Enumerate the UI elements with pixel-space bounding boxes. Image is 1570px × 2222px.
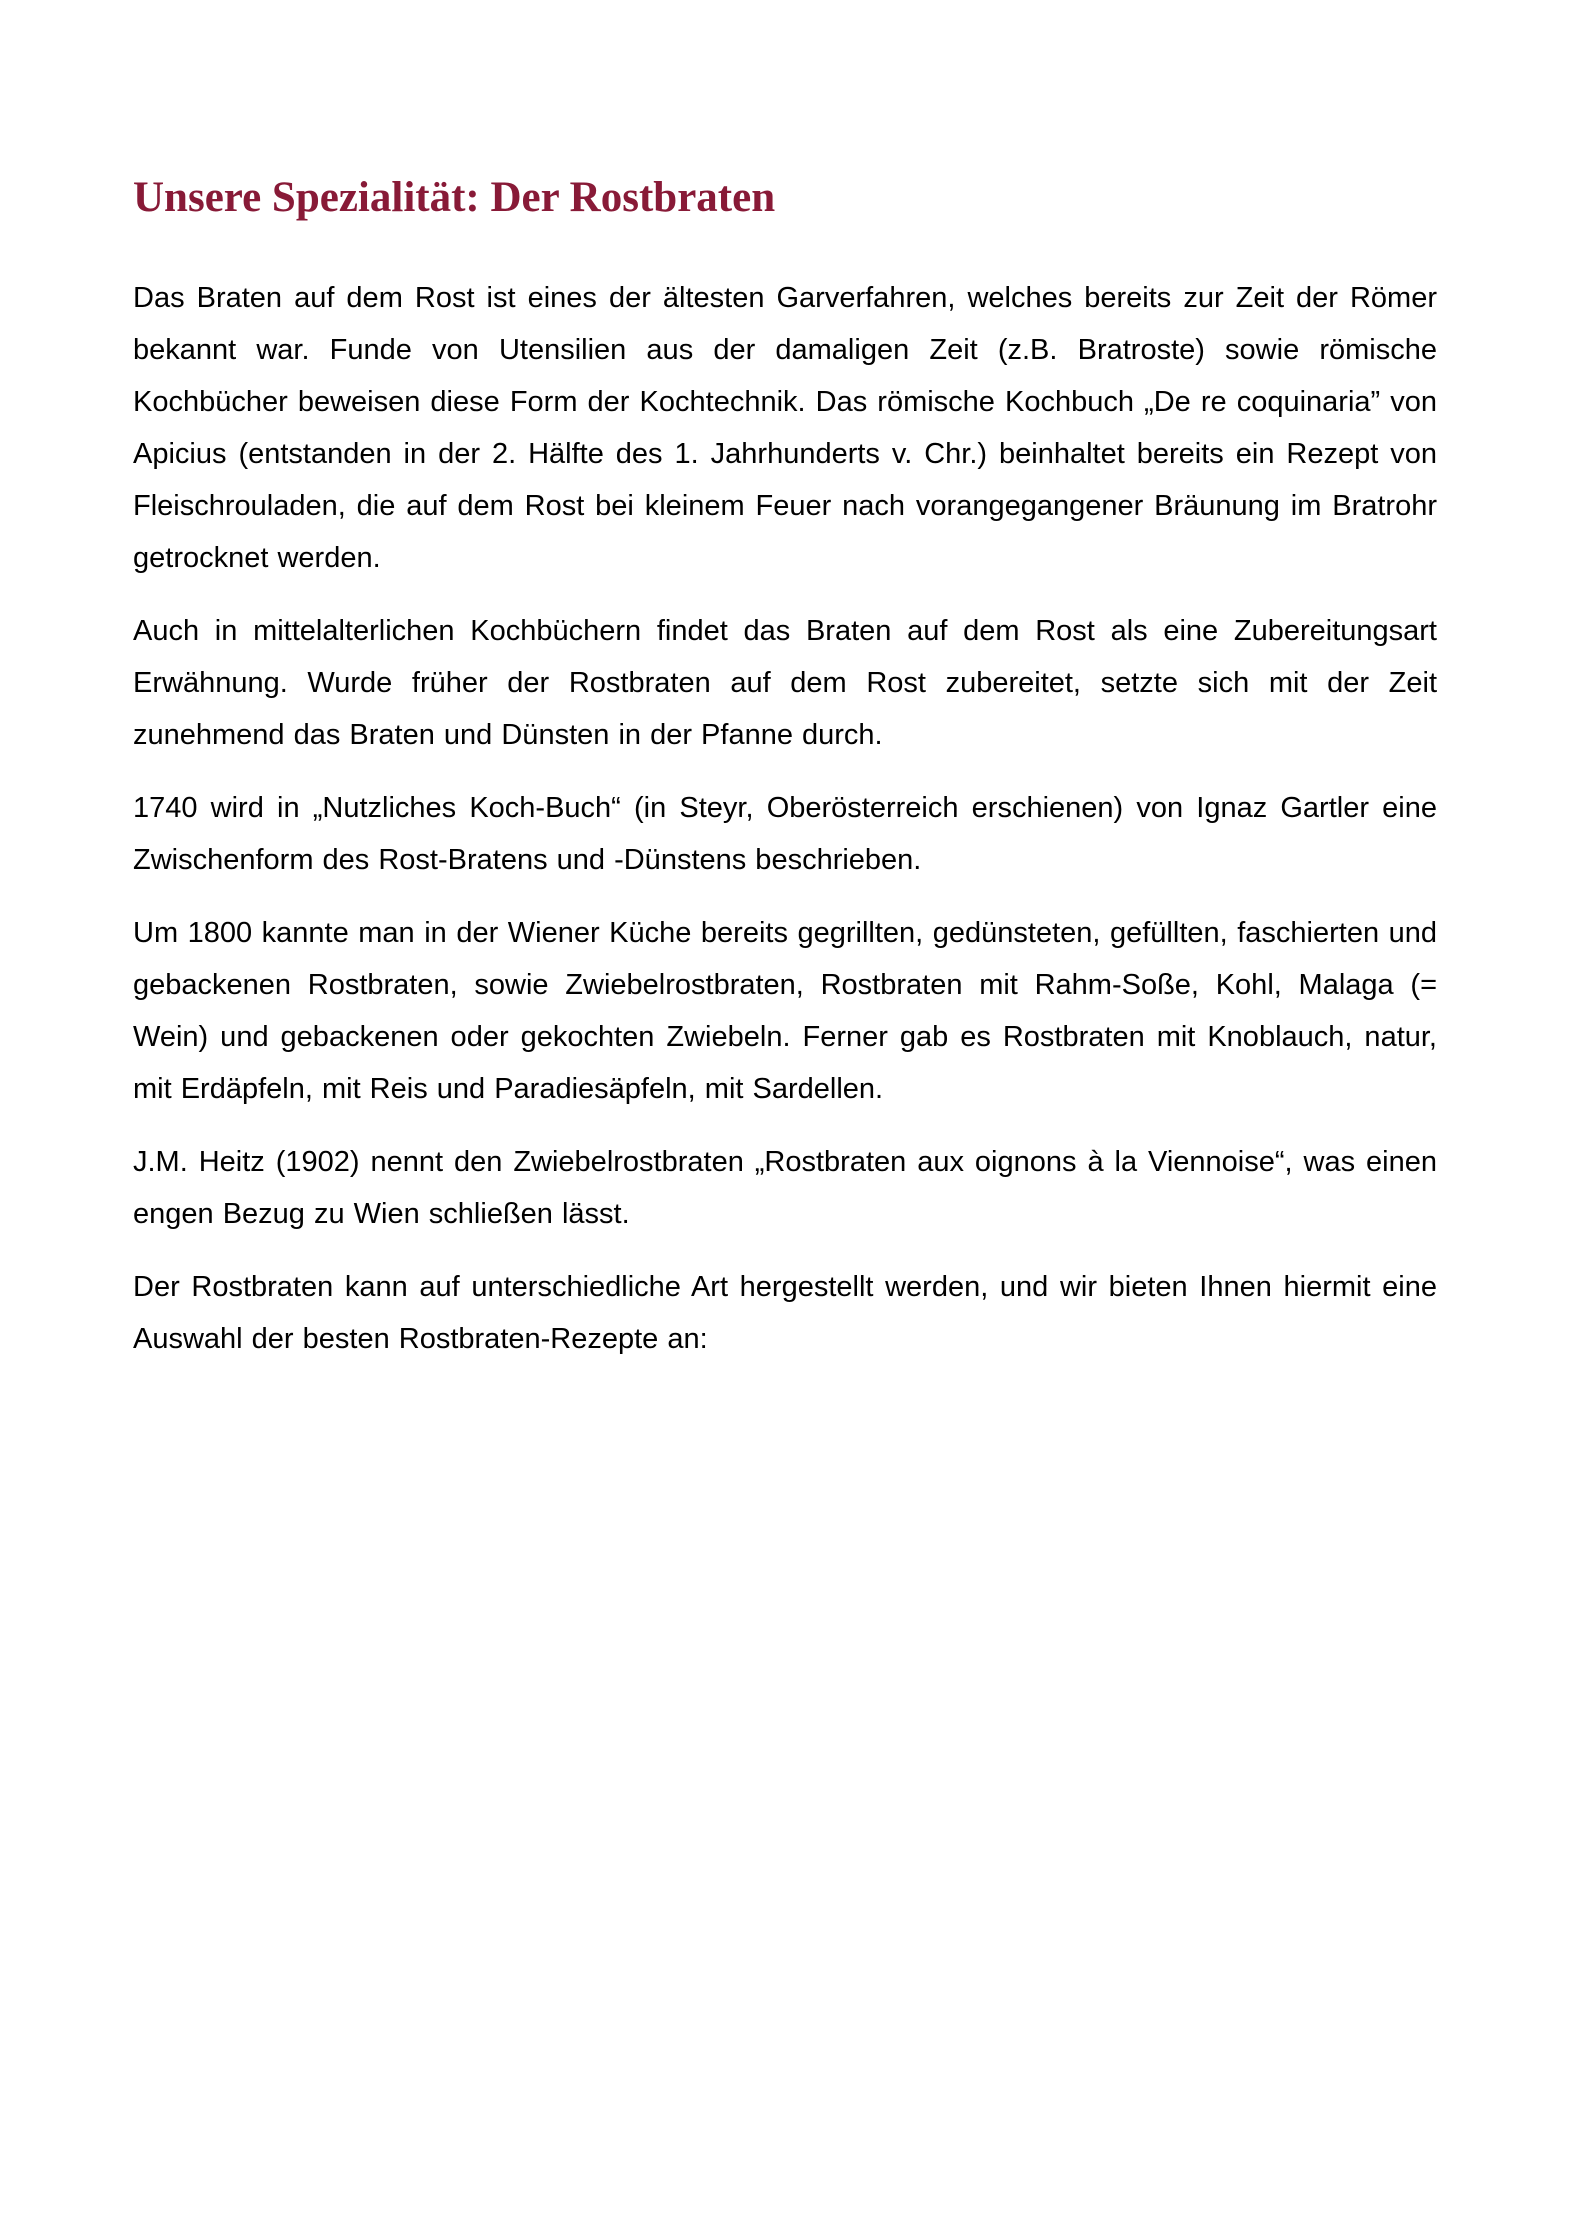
paragraph-medieval: Auch in mittelalterlichen Kochbüchern findet das Braten auf dem Rost als eine Zubereitungsart Erwähnung. Wurde früher der Rostbraten auf dem Rost zubereitet, setzte sich mit der Zeit zunehmend das Braten und Dünsten in der Pfanne durch. [133, 614, 1437, 751]
paragraph-1800-wiener-kueche: Um 1800 kannte man in der Wiener Küche bereits gegrillten, gedünsteten, gefüllten, faschierten und gebackenen Rostbraten, sowie Zwiebelrostbraten, Rostbraten mit Rahm-Soße, Kohl, Malaga (= Wein) und gebackenen oder gekochten Zwiebeln. Ferner gab es Rostbraten mit Knoblauch, natur, mit Erdäpfeln, mit Reis und Paradiesäpfeln, mit Sardellen. [133, 916, 1437, 1105]
paragraph-history-origin: Das Braten auf dem Rost ist eines der ältesten Garverfahren, welches bereits zur Zeit der Römer bekannt war. Funde von Utensilien aus der damaligen Zeit (z.B. Bratroste) sowie römische Kochbücher beweisen diese Form der Kochtechnik. Das römische Kochbuch „De re coquinaria” von Apicius (entstanden in der 2. Hälfte des 1. Jahrhunderts v. Chr.) beinhaltet bereits ein Rezept von Fleischrouladen, die auf dem Rost bei kleinem Feuer nach vorangegangener Bräunung im Bratrohr getrocknet werden. [133, 281, 1437, 574]
page-title: Unsere Spezialität: Der Rostbraten [133, 174, 776, 221]
paragraph-closing-intro: Der Rostbraten kann auf unterschiedliche Art hergestellt werden, und wir bieten Ihnen hiermit eine Auswahl der besten Rostbraten-Rezepte an: [133, 1270, 1437, 1355]
paragraph-1740-kochbuch: 1740 wird in „Nutzliches Koch-Buch“ (in Steyr, Oberösterreich erschienen) von Ignaz Gartler eine Zwischenform des Rost-Bratens und -Dünstens beschrieben. [133, 791, 1437, 876]
paragraph-heitz-1902: J.M. Heitz (1902) nennt den Zwiebelrostbraten „Rostbraten aux oignons à la Viennoise“, was einen engen Bezug zu Wien schließen lässt. [133, 1145, 1437, 1230]
